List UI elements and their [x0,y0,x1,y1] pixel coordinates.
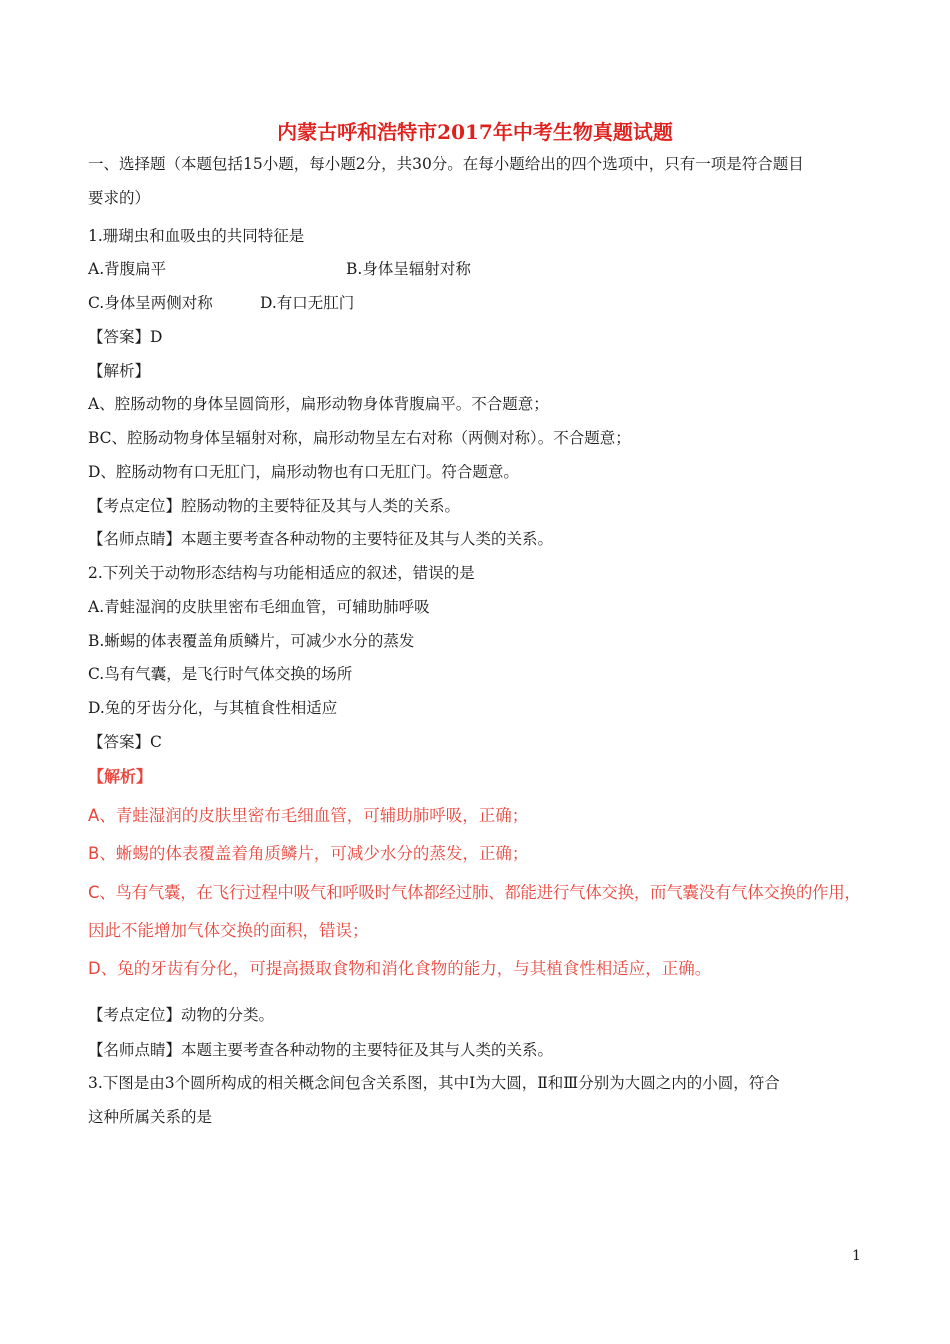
q1-option-d: D.有口无肛门 [260,294,355,312]
section-heading-line-2: 要求的） [88,189,151,207]
q2-answer: 【答案】C [88,733,162,751]
q2-analysis-line-5: D、兔的牙齿有分化，可提高摄取食物和消化食物的能力，与其植食性相适应，正确。 [88,959,712,978]
q1-options-row-2 [88,293,488,313]
q2-analysis-heading: 【解析】 [88,767,153,786]
q1-analysis-heading: 【解析】 [88,362,151,380]
q1-mingshi: 【名师点睛】本题主要考查各种动物的主要特征及其与人类的关系。 [88,530,554,548]
q2-analysis-line-2: B、蜥蜴的体表覆盖着角质鳞片，可减少水分的蒸发，正确； [88,844,529,863]
q1-stem: 1.珊瑚虫和血吸虫的共同特征是 [88,227,305,245]
q1-answer: 【答案】D [88,328,163,346]
q3-stem-line-1: 3.下图是由3个圆所构成的相关概念间包含关系图，其中Ⅰ为大圆，Ⅱ和Ⅲ分别为大圆之内的小圆，符合 [88,1074,780,1092]
q2-analysis-line-4: 因此不能增加气体交换的面积，错误； [88,921,369,940]
page-number: 1 [852,1248,861,1264]
q1-option-c: C.身体呈两侧对称 [88,294,213,312]
q2-option-c: C.鸟有气囊，是飞行时气体交换的场所 [88,665,353,683]
q2-analysis-line-1: A、青蛙湿润的皮肤里密布毛细血管，可辅助肺呼吸，正确； [88,806,529,825]
q1-analysis-line-2: BC、腔肠动物身体呈辐射对称，扁形动物呈左右对称（两侧对称）。不合题意； [88,429,631,447]
q1-analysis-line-1: A、腔肠动物的身体呈圆筒形，扁形动物身体背腹扁平。不合题意； [88,395,549,413]
q1-option-b: B.身体呈辐射对称 [346,260,471,278]
q1-option-a: A.背腹扁平 [88,260,167,278]
q2-analysis-line-3: C、鸟有气囊，在飞行过程中吸气和呼吸时气体都经过肺、都能进行气体交换，而气囊没有气体交换的作用， [88,883,861,902]
q1-analysis-line-3: D、腔肠动物有口无肛门，扁形动物也有口无肛门。符合题意。 [88,463,519,481]
q2-kaodian: 【考点定位】动物的分类。 [88,1006,275,1024]
q1-kaodian: 【考点定位】腔肠动物的主要特征及其与人类的关系。 [88,497,461,515]
q3-stem-line-2: 这种所属关系的是 [88,1108,213,1126]
q2-option-d: D.兔的牙齿分化，与其植食性相适应 [88,699,338,717]
q2-option-a: A.青蛙湿润的皮肤里密布毛细血管，可辅助肺呼吸 [88,598,430,616]
q1-options-row-1 [88,259,488,279]
document-title: 内蒙古呼和浩特市2017年中考生物真题试题 [277,120,673,144]
q2-stem: 2.下列关于动物形态结构与功能相适应的叙述，错误的是 [88,564,475,582]
q2-option-b: B.蜥蜴的体表覆盖角质鳞片，可减少水分的蒸发 [88,632,415,650]
q2-mingshi: 【名师点睛】本题主要考查各种动物的主要特征及其与人类的关系。 [88,1041,554,1059]
section-heading-line-1: 一、选择题（本题包括15小题，每小题2分，共30分。在每小题给出的四个选项中，只有一项是符合题目 [88,155,804,173]
